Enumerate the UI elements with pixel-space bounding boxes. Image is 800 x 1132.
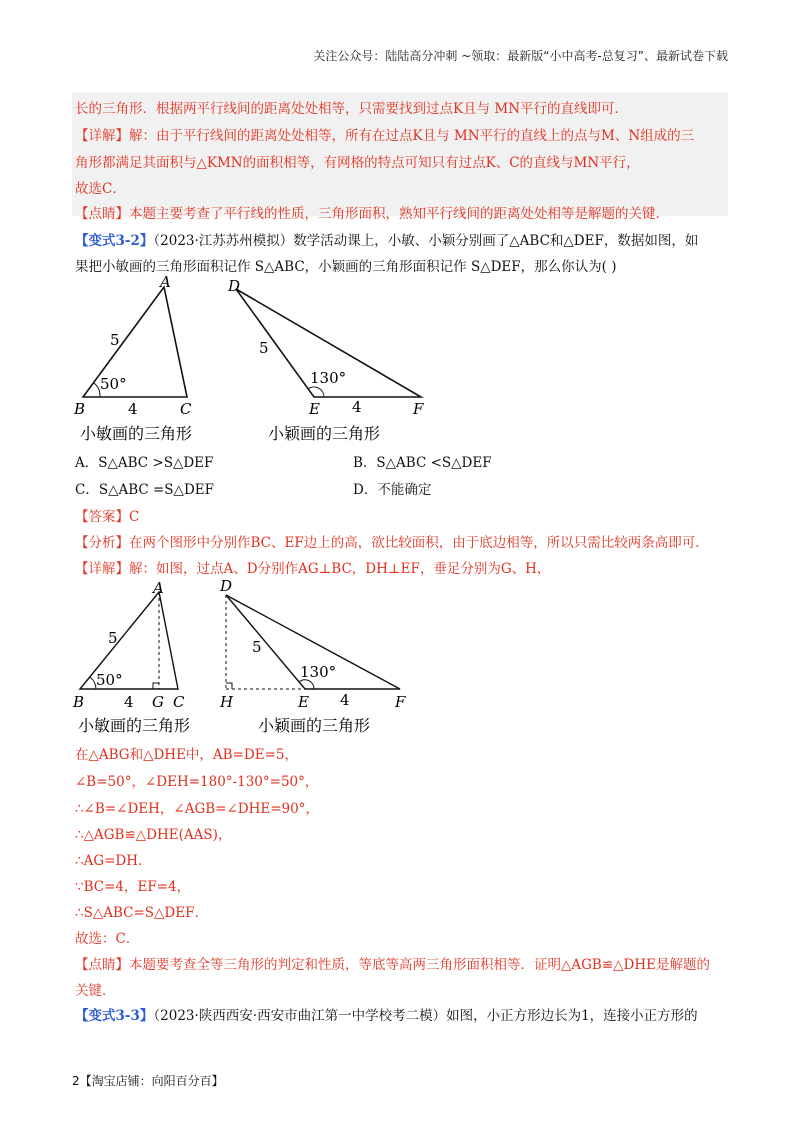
answer-tag: 【答案】 bbox=[75, 509, 129, 525]
prev-line-5 bbox=[75, 202, 669, 222]
proof-step-8: 故选：C． bbox=[75, 931, 140, 947]
label-g: G bbox=[152, 693, 164, 711]
proof-step-6: ∵BC=4，EF=4， bbox=[75, 879, 191, 895]
label-a: A bbox=[160, 275, 171, 291]
label-side-4b: 4 bbox=[352, 398, 362, 416]
label-f: F bbox=[413, 400, 424, 418]
label-d: D bbox=[228, 277, 241, 295]
analysis-tag: 【分析】 bbox=[75, 535, 129, 551]
proof-step-3: ∴∠B=∠DEH，∠AGB=∠DHE=90°， bbox=[75, 801, 319, 817]
detail-text: 解：由于平行线间的距离处处相等，所有在过点K且与 MN平行的直线上的点与M、N组成的三 bbox=[129, 128, 695, 144]
remark-tag: 【点睛】 bbox=[75, 206, 129, 222]
detail-text-2: 解：如图，过点A、D分别作AG⊥BC，DH⊥EF，垂足分别为G、H， bbox=[129, 561, 551, 577]
option-a: A．S△ABC >S△DEF bbox=[75, 455, 214, 471]
point-line-1 bbox=[75, 953, 710, 973]
figure-triangles-1 bbox=[70, 275, 450, 445]
point-tag: 【点睛】 bbox=[75, 957, 129, 973]
label-f-2: F bbox=[395, 693, 406, 711]
label-angle-50: 50° bbox=[100, 375, 127, 393]
option-d: D．不能确定 bbox=[353, 482, 432, 498]
proof-step-1: 在△ABG和△DHE中，AB=DE=5， bbox=[75, 747, 298, 763]
label-h: H bbox=[220, 693, 234, 711]
page-header: 关注公众号：陆陆高分冲刺 ~领取：最新版“小中高考-总复习”、最新试卷下载 bbox=[313, 49, 728, 63]
point-text-1: 本题要考查全等三角形的判定和性质，等底等高两三角形面积相等．证明△AGB≌△DHE是解题的 bbox=[129, 957, 710, 973]
label-angle-50-2: 50° bbox=[96, 671, 123, 689]
label-side-4-2: 4 bbox=[124, 693, 134, 711]
caption-xiaoying: 小颖画的三角形 bbox=[268, 424, 381, 443]
caption-xiaomin: 小敏画的三角形 bbox=[80, 424, 193, 443]
label-d-2: D bbox=[220, 577, 233, 595]
q32-line-2: 果把小敏画的三角形面积记作 S△ABC，小颖画的三角形面积记作 S△DEF，那么你认为( ) bbox=[75, 259, 617, 275]
label-e: E bbox=[309, 400, 320, 418]
triangle-abc-2 bbox=[80, 592, 178, 689]
page-footer: 2【淘宝店铺：向阳百分百】 bbox=[72, 1074, 224, 1088]
answer-line bbox=[75, 505, 139, 525]
label-side-5-2: 5 bbox=[108, 629, 118, 647]
option-b: B．S△ABC <S△DEF bbox=[353, 455, 492, 471]
label-c-2: C bbox=[173, 693, 185, 711]
detail-tag-2: 【详解】 bbox=[75, 561, 129, 577]
proof-step-7: ∴S△ABC=S△DEF． bbox=[75, 905, 208, 921]
point-line-2: 关键． bbox=[75, 983, 116, 999]
proof-step-2: ∠B=50°，∠DEH=180°-130°=50°， bbox=[75, 774, 319, 790]
proof-step-5: ∴AG=DH． bbox=[75, 853, 152, 869]
q33-line-1 bbox=[75, 1004, 698, 1024]
analysis-line bbox=[75, 531, 709, 551]
caption-xiaomin-2: 小敏画的三角形 bbox=[78, 716, 191, 735]
prev-line-1: 长的三角形．根据两平行线间的距离处处相等，只需要找到过点K且与 MN平行的直线即可． bbox=[75, 101, 629, 117]
label-angle-130: 130° bbox=[310, 369, 347, 387]
label-side-5: 5 bbox=[110, 331, 120, 349]
remark-text: 本题主要考查了平行线的性质，三角形面积，熟知平行线间的距离处处相等是解题的关键． bbox=[129, 206, 669, 222]
label-e-2: E bbox=[298, 693, 309, 711]
label-side-5b: 5 bbox=[259, 339, 269, 357]
q32-tag: 【变式3-2】 bbox=[75, 233, 154, 249]
label-c: C bbox=[180, 400, 192, 418]
q33-tag: 【变式3-3】 bbox=[75, 1008, 154, 1024]
option-c: C．S△ABC =S△DEF bbox=[75, 482, 214, 498]
label-side-5b-2: 5 bbox=[252, 638, 262, 656]
prev-line-3: 角形都满足其面积与△KMN的面积相等，有网格的特点可知只有过点K、C的直线与MN平行， bbox=[75, 155, 640, 171]
q32-text-1: （2023·江苏苏州模拟）数学活动课上，小敏、小颖分别画了△ABC和△DEF，数据如图，如 bbox=[153, 233, 699, 249]
label-side-4b-2: 4 bbox=[340, 691, 350, 709]
q33-text-1: （2023·陕西西安·西安市曲江第一中学校考二模）如图，小正方形边长为1，连接小正方形的 bbox=[153, 1008, 698, 1024]
detail-tag: 【详解】 bbox=[75, 128, 129, 144]
proof-step-4: ∴△AGB≌△DHE(AAS)， bbox=[75, 827, 232, 843]
label-b-2: B bbox=[73, 693, 85, 711]
label-angle-130-2: 130° bbox=[300, 663, 337, 681]
analysis-text: 在两个图形中分别作BC、EF边上的高，欲比较面积，由于底边相等，所以只需比较两条高即可． bbox=[129, 535, 709, 551]
prev-line-4: 故选C． bbox=[75, 181, 126, 197]
answer-value: C bbox=[129, 509, 140, 525]
figure-triangles-2 bbox=[70, 577, 415, 737]
triangle-abc bbox=[83, 287, 187, 397]
detail-line bbox=[75, 557, 550, 577]
prev-line-2 bbox=[75, 124, 694, 144]
label-a-2: A bbox=[153, 579, 164, 597]
label-side-4: 4 bbox=[128, 400, 138, 418]
q32-line-1 bbox=[75, 229, 698, 249]
caption-xiaoying-2: 小颖画的三角形 bbox=[258, 716, 371, 735]
label-b: B bbox=[74, 400, 86, 418]
